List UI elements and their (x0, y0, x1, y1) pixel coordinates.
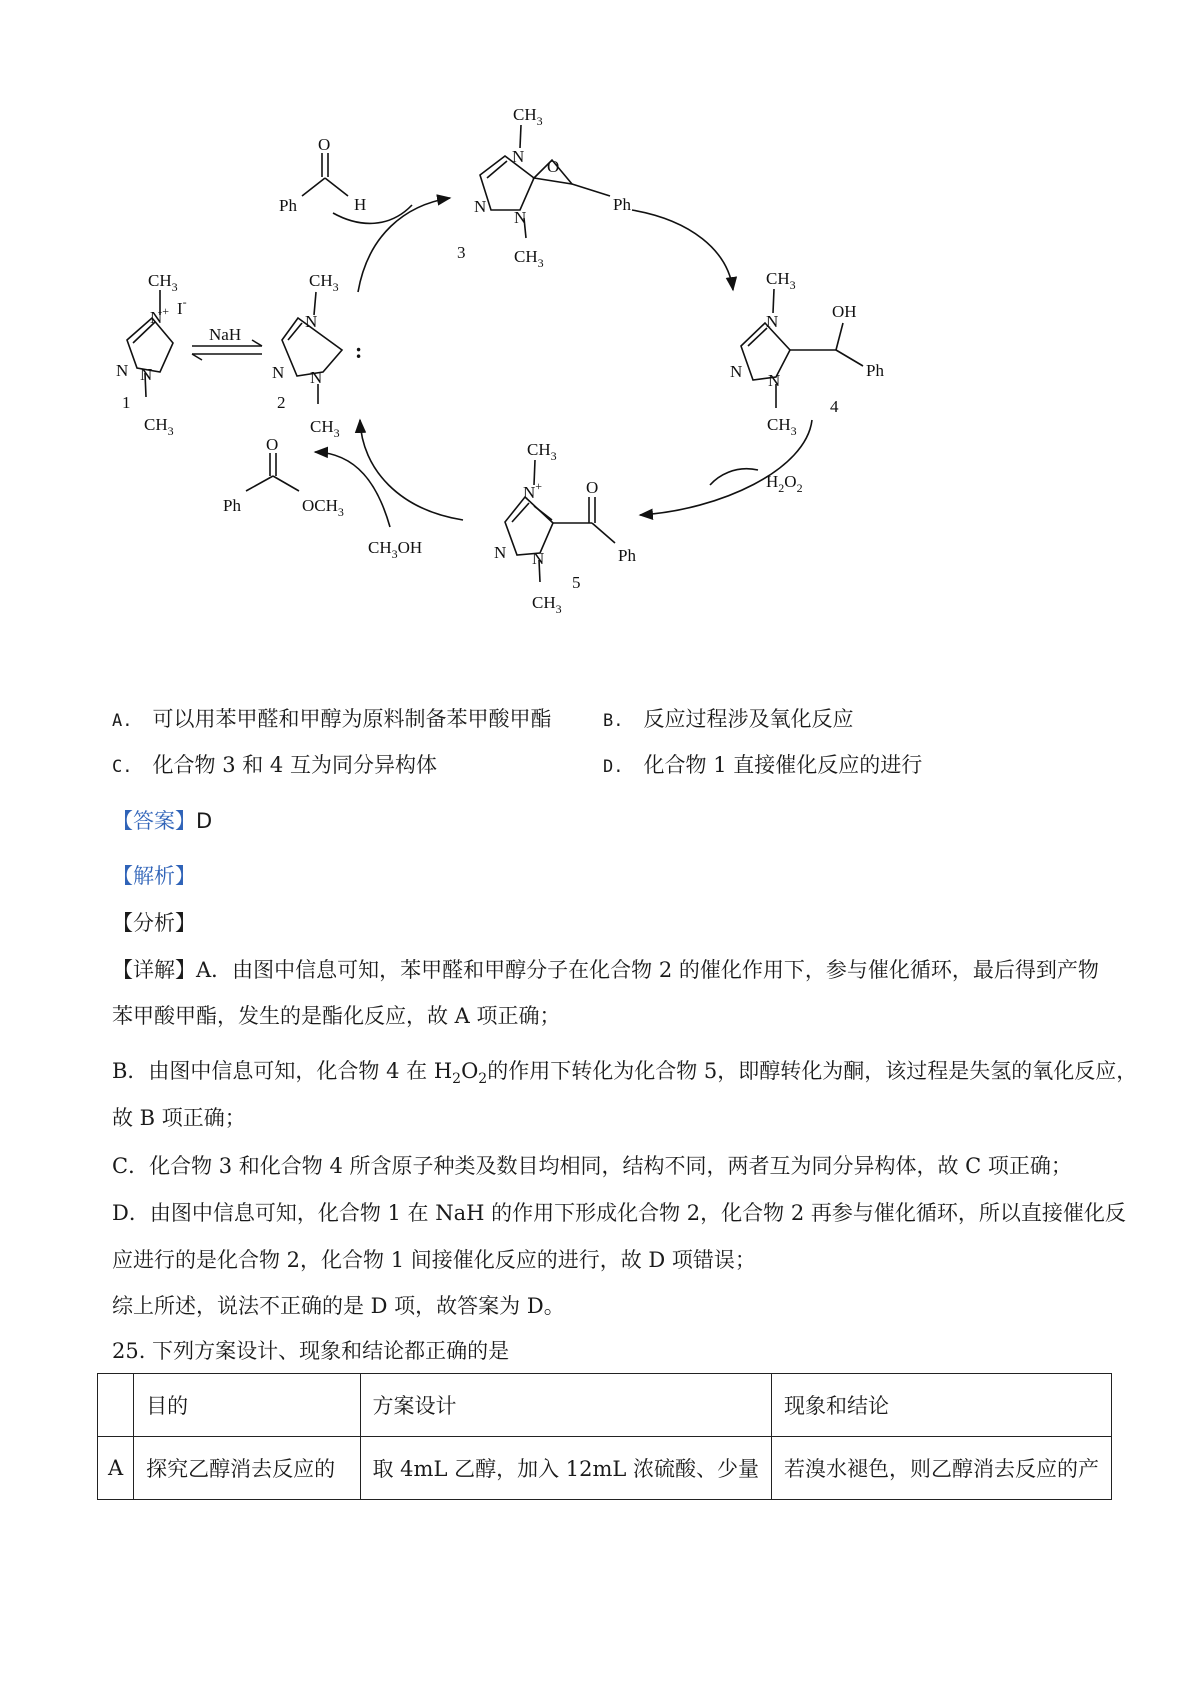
c5-ch3-bottom: $CH_3$ (532, 593, 562, 616)
compound-number-4: 4 (830, 397, 839, 416)
nah-label: NaH (209, 325, 242, 344)
option-d-text: 化合物 1 直接催化反应的进行 (643, 753, 923, 777)
detail-line-5: C．化合物 3 和化合物 4 所含原子种类及数目均相同，结构不同，两者互为同分异构体，故 C 项正确； (112, 1154, 1072, 1178)
c1-ch3-bottom: $CH_3$ (144, 415, 174, 438)
analysis-tag: 【解析】 (112, 864, 196, 888)
benzaldehyde (302, 153, 348, 196)
h2o2-in-arrow (710, 469, 758, 485)
c3-n-left: N (474, 197, 487, 216)
question-25-stem: 25. 下列方案设计、现象和结论都正确的是 (112, 1339, 510, 1363)
detail-line-7: 应进行的是化合物 2，化合物 1 间接催化反应的进行，故 D 项错误； (112, 1248, 756, 1272)
c3-ph: Ph (613, 195, 631, 214)
cycle-arrows (358, 198, 812, 520)
c5-ch3-top: $CH_3$ (527, 440, 557, 463)
compound-3 (480, 125, 610, 238)
c2-ch3-bottom: $CH_3$ (310, 417, 340, 440)
c5-n-left: N (494, 543, 507, 562)
c1-iodide: I- (177, 295, 187, 318)
option-d (603, 750, 922, 782)
c3-epoxide-o: O (547, 157, 560, 176)
detail-line-6: D．由图中信息可知，化合物 1 在 NaH 的作用下形成化合物 2，化合物 2 再参与催化循环，所以直接催化反 (112, 1201, 1126, 1225)
benzaldehyde-h: H (354, 195, 367, 214)
answer-line (112, 806, 212, 836)
h2o2-sub-h: 2 (452, 1071, 462, 1088)
c4-ph: Ph (866, 361, 884, 380)
detail-line-8: 综上所述，说法不正确的是 D 项，故答案为 D。 (112, 1294, 565, 1318)
option-a-letter: A. (112, 711, 133, 731)
c5-n-bottom: N (532, 549, 545, 568)
option-a (112, 704, 552, 736)
h2o2-label: $H_2O_2$ (766, 472, 803, 495)
methanol-label: $CH_3OH$ (368, 538, 423, 561)
option-b-letter: B. (603, 711, 624, 731)
question-25-table (97, 1373, 1112, 1500)
c5-n-plus: N+ (523, 479, 543, 502)
table-header-cell: 目的 (134, 1374, 360, 1437)
compound-number-3: 3 (457, 243, 466, 262)
c1-n-plus: N+ (150, 304, 170, 327)
c1-ch3-top: $CH_3$ (148, 271, 178, 294)
compound-number-1: 1 (122, 393, 131, 412)
c3-ch3-bottom: $CH_3$ (514, 247, 544, 270)
table-header-cell: 现象和结论 (772, 1374, 1112, 1437)
compound-number-2: 2 (277, 393, 286, 412)
detail-line-3a: B．由图中信息可知，化合物 4 在 H (112, 1059, 453, 1083)
c3-n: N (512, 147, 525, 166)
option-d-letter: D. (603, 757, 624, 777)
c4-ch3-bottom: $CH_3$ (767, 415, 797, 438)
table-cell: 探究乙醇消去反应的 (134, 1437, 360, 1500)
table-cell: A (98, 1437, 134, 1500)
detail-line-4: 故 B 项正确； (112, 1106, 246, 1130)
c2-n-bottom: N (310, 368, 323, 387)
benzaldehyde-ph: Ph (279, 196, 297, 215)
option-b (603, 704, 854, 736)
methyl-benzoate-ph: Ph (223, 496, 241, 515)
catalytic-cycle-diagram (0, 0, 1200, 640)
answer-value: D (196, 809, 213, 833)
table-header-cell: 方案设计 (360, 1374, 772, 1437)
compound-5 (505, 460, 615, 582)
detail-line-1: 【详解】A．由图中信息可知，苯甲醛和甲醇分子在化合物 2 的催化作用下，参与催化循环，最后得到产物 (112, 958, 1099, 982)
option-c-text: 化合物 3 和 4 互为同分异构体 (152, 753, 437, 777)
benzaldehyde-in-arrow (333, 205, 412, 223)
c3-ch3-top: $CH_3$ (513, 105, 543, 128)
c4-n-left: N (730, 362, 743, 381)
detail-line-3c: 的作用下转化为化合物 5，即醇转化为酮，该过程是失氢的氧化反应， (487, 1059, 1138, 1083)
c5-ketone-o: O (586, 478, 599, 497)
option-b-text: 反应过程涉及氧化反应 (643, 707, 854, 731)
c4-n: N (766, 312, 779, 331)
option-a-text: 可以用苯甲醛和甲醇为原料制备苯甲酸甲酯 (152, 707, 552, 731)
c1-n: N (116, 361, 129, 380)
carbene-lone-pair: : (355, 338, 363, 363)
c2-n: N (305, 312, 318, 331)
detail-line-2: 苯甲酸甲酯，发生的是酯化反应，故 A 项正确； (112, 1004, 561, 1028)
methyl-benzoate-och3: $OCH_3$ (302, 496, 344, 519)
detail-line-3b: O (461, 1059, 479, 1083)
answer-tag: 【答案】 (112, 809, 196, 833)
c4-oh: OH (832, 302, 857, 321)
table-header-cell (98, 1374, 134, 1437)
option-c-letter: C. (112, 757, 133, 777)
detail-line-3 (112, 1056, 1137, 1094)
benzaldehyde-o: O (318, 135, 331, 154)
table-cell: 若溴水褪色，则乙醇消去反应的产 (772, 1437, 1112, 1500)
option-c (112, 750, 437, 782)
c5-ph: Ph (618, 546, 636, 565)
fenxi-tag: 【分析】 (112, 911, 196, 935)
table-row (98, 1437, 1112, 1500)
table-cell: 取 4mL 乙醇，加入 12mL 浓硫酸、少量 (360, 1437, 772, 1500)
c4-ch3-top: $CH_3$ (766, 269, 796, 292)
compound-2 (282, 292, 342, 404)
methyl-benzoate-o: O (266, 435, 279, 454)
methyl-benzoate (246, 453, 299, 491)
compound-number-5: 5 (572, 573, 581, 592)
arrow-5-to-2 (360, 420, 463, 520)
c4-n-bottom: N (768, 371, 781, 390)
c3-n-bottom: N (514, 208, 527, 227)
h2o2-sub-o: 2 (478, 1071, 488, 1088)
arrow-4-to-5 (640, 420, 812, 515)
c2-ch3-top: $CH_3$ (309, 271, 339, 294)
c1-n2: N (140, 365, 153, 384)
c2-n-left: N (272, 363, 285, 382)
methyl-benzoate-out-arrow (315, 452, 390, 527)
table-header-row (98, 1374, 1112, 1437)
arrow-3-to-4 (632, 210, 733, 290)
